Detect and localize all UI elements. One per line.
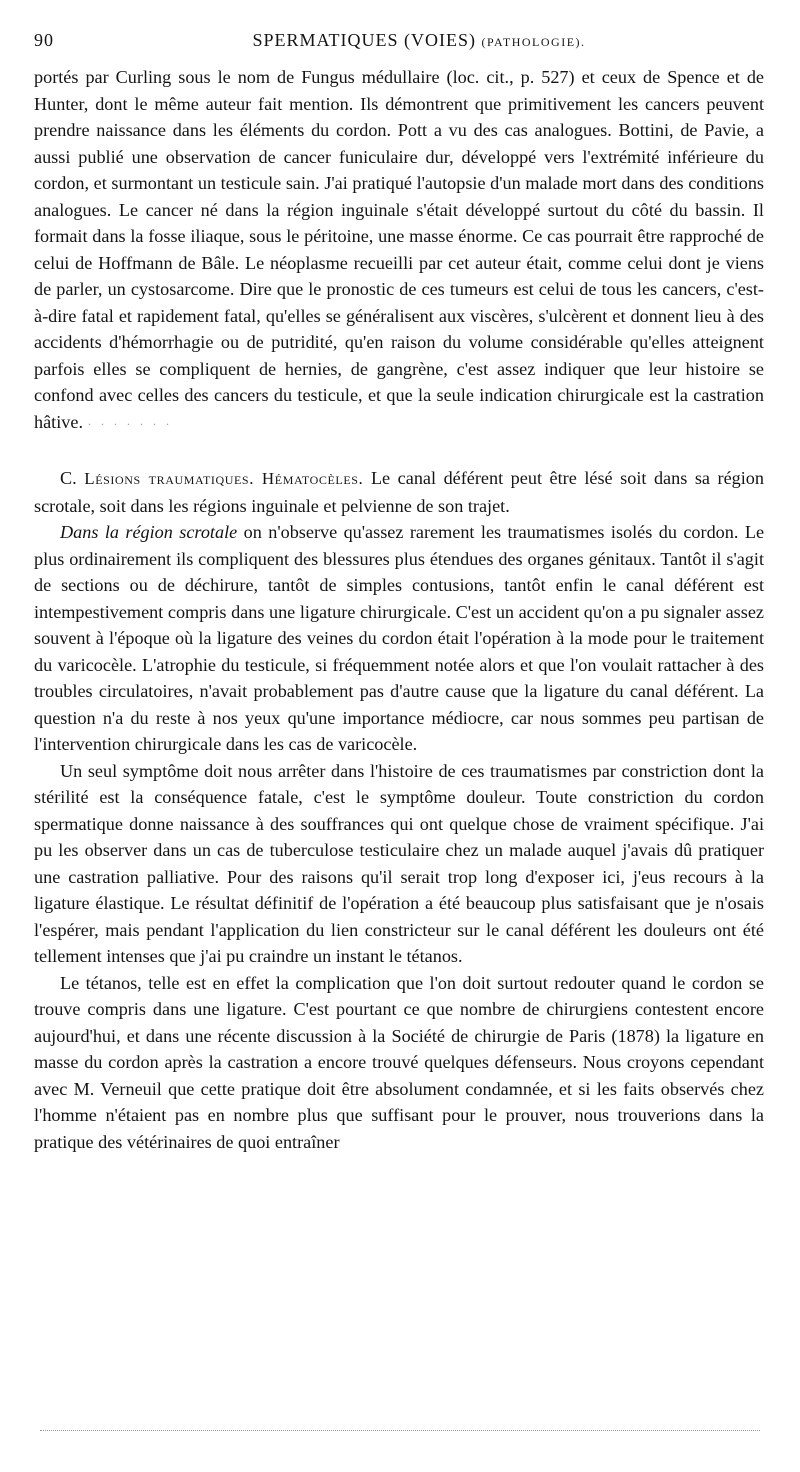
section-c-text: Le canal déférent peut être lésé soit dans sa région scrotale, soit dans les régions inguinale et pelvienne de son trajet.	[34, 468, 764, 516]
paragraph-tetanus: Le tétanos, telle est en effet la complication que l'on doit surtout redouter quand le cordon se trouve compris dans une ligature. C'est pourtant ce que nombre de chirurgiens contestent encore aujourd'hui, et dans une récente discussion à la Société de chirurgie de Paris (1878) la ligature en masse du cordon après la castration a encore trouvé quelques défenseurs. Nous croyons cependant avec M. Verneuil que cette pratique doit être absolument condamnée, et si les faits observés chez l'homme n'étaient pas en nombre plus que suffisant pour le prouver, nous trouverions dans la pratique des vétérinaires de quoi entraîner	[34, 972, 764, 1152]
page-number: 90	[34, 30, 54, 50]
running-header	[34, 30, 764, 64]
running-title-paren: (PATHOLOGIE).	[481, 35, 586, 49]
section-c-heading: Lésions traumatiques. Hématocèles.	[84, 469, 364, 488]
paragraph-1-text: portés par Curling sous le nom de Fungus médullaire (loc. cit., p. 527) et ceux de Spence et de Hunter, dont le même auteur fait mention. Ils démontrent que primitivement les cancers peuvent prendre naissance dans les éléments du cordon. Pott a vu des cas analogues. Bottini, de Pavie, a aussi publié une observation de cancer funiculaire dur, développé vers l'extrémité inférieure du cordon, et surmontant un testicule sain. J'ai pratiqué l'autopsie d'un malade mort dans des conditions analogues. Le cancer né dans la région inguinale s'était développé surtout du côté du bassin. Il formait dans la fosse iliaque, sous le péritoine, une masse énorme. Ce cas pourrait être rapproché de celui de Hoffmann de Bâle. Le néoplasme recueilli par cet auteur était, comme celui dont je viens de parler, un cystosarcome. Dire que le pronostic de ces tumeurs est celui de tous les cancers, c'est-à-dire fatal et rapidement fatal, qu'elles se généralisent aux viscères, s'ulcèrent et donnent lieu à des accidents d'hémorrhagie ou de putridité, qu'en raison du volume considérable qu'elles atteignent parfois elles se compliquent de hernies, de gangrène, c'est assez indiquer que leur histoire se confond avec celles des cancers du testicule, et que la seule indication chirurgicale est la castration hâtive.	[34, 67, 764, 432]
running-title	[34, 30, 764, 51]
paragraph-1-trail: · · · · · · ·	[87, 416, 173, 431]
paragraph-continuation	[34, 64, 764, 437]
paragraph-scrotal-lead: Dans la région scrotale	[60, 522, 238, 542]
running-title-main: SPERMATIQUES (VOIES)	[252, 30, 476, 50]
paragraph-symptom: Un seul symptôme doit nous arrêter dans l'histoire de ces traumatismes par constriction dont la stérilité est la conséquence fatale, c'est le symptôme douleur. Toute constriction du cordon spermatique donne naissance à des souffrances qui ont quelque chose de vraiment spécifique. J'ai pu les observer dans un cas de tuberculose testiculaire chez un malade auquel j'avais dû pratiquer une castration palliative. Pour des raisons qu'il serait trop long d'exposer ici, j'eus recours à la ligature élastique. Le résultat définitif de l'opération a été beaucoup plus satisfaisant que je n'osais l'espérer, mais pendant l'application du lien constricteur sur le canal déférent les douleurs ont été tellement intenses que j'ai pu craindre un instant le tétanos.	[34, 760, 764, 966]
paragraph-scrotal-text: on n'observe qu'assez rarement les traumatismes isolés du cordon. Le plus ordinairement ils compliquent des blessures plus étendues des organes génitaux. Tantôt il s'agit de sections ou de déchirure, tantôt de simples contusions, tantôt enfin le canal déférent est intempestivement compris dans une ligature chirurgicale. C'est un accident qu'on a pu signaler assez souvent à l'époque où la ligature des veines du cordon était l'opération à la mode pour le traitement du varicocèle. L'atrophie du testicule, si fréquemment notée alors et que l'on voulait rattacher à des troubles circulatoires, n'avait probablement pas d'autre cause que la ligature du canal déférent. La question n'a du reste à nos yeux qu'une importance médiocre, car nous sommes peu partisan de l'intervention chirurgicale dans les cas de varicocèle.	[34, 522, 765, 754]
section-gap	[34, 437, 764, 465]
document-page	[34, 30, 764, 1155]
bottom-dotted-rule	[40, 1430, 760, 1431]
section-c-letter: C.	[60, 468, 77, 488]
section-c-paragraph	[34, 465, 764, 519]
paragraph-scrotal	[34, 519, 764, 758]
